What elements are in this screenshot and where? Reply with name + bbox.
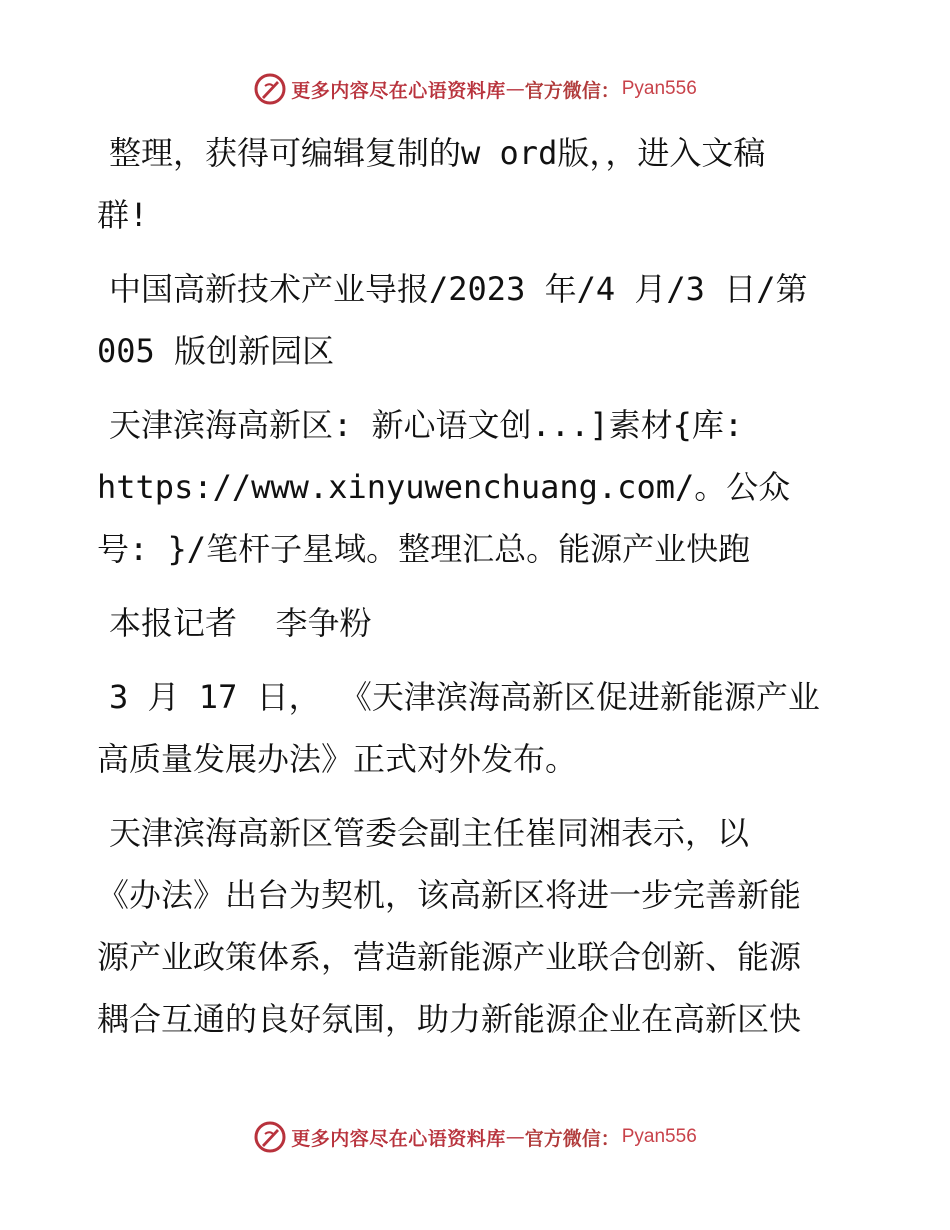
- header-watermark: [0, 72, 950, 106]
- wechat-id: Pyan556: [621, 1126, 697, 1147]
- text-line: 高质量发展办法》正式对外发布。: [97, 740, 578, 778]
- text-line: 天津滨海高新区管委会副主任崔同湘表示，以: [109, 814, 750, 852]
- banner-separator: —: [505, 78, 525, 100]
- paragraph: [97, 258, 857, 382]
- paragraph: [97, 122, 857, 246]
- quill-logo-icon: [253, 1120, 287, 1154]
- text-line: 《办法》出台为契机，该高新区将进一步完善新能: [97, 876, 802, 914]
- quill-logo-icon: [253, 72, 287, 106]
- text-line: 耦合互通的良好氛围，助力新能源企业在高新区快: [97, 1000, 802, 1038]
- text-line: 3 月 17 日， 《天津滨海高新区促进新能源产业: [109, 678, 820, 716]
- paragraph: [97, 592, 857, 654]
- text-line: 中国高新技术产业导报/2023 年/4 月/3 日/第: [109, 270, 808, 308]
- text-line: https://www.xinyuwenchuang.com/。公众: [97, 468, 791, 506]
- text-line: 005 版创新园区: [97, 332, 335, 370]
- byline: 本报记者 李争粉: [109, 604, 372, 642]
- brand-text: 更多内容尽在心语资料库: [291, 1127, 506, 1150]
- footer-watermark: [0, 1120, 950, 1154]
- text-line: 号: }/笔杆子星域。整理汇总。能源产业快跑: [97, 530, 751, 568]
- banner-separator: —: [505, 1126, 525, 1148]
- text-line: 群!: [97, 196, 149, 234]
- paragraph: [97, 802, 857, 1050]
- wechat-id: Pyan556: [621, 78, 697, 99]
- official-wechat-label: 官方微信：: [524, 79, 620, 102]
- text-line: 天津滨海高新区: 新心语文创...]素材{库:: [109, 406, 744, 444]
- text-line: 整理，获得可编辑复制的w ord版，，进入文稿: [109, 134, 766, 172]
- brand-text: 更多内容尽在心语资料库: [291, 79, 506, 102]
- paragraph: [97, 394, 857, 580]
- article-body: [97, 122, 857, 1062]
- text-line: 源产业政策体系，营造新能源产业联合创新、能源: [97, 938, 802, 976]
- official-wechat-label: 官方微信：: [524, 1127, 620, 1150]
- paragraph: [97, 666, 857, 790]
